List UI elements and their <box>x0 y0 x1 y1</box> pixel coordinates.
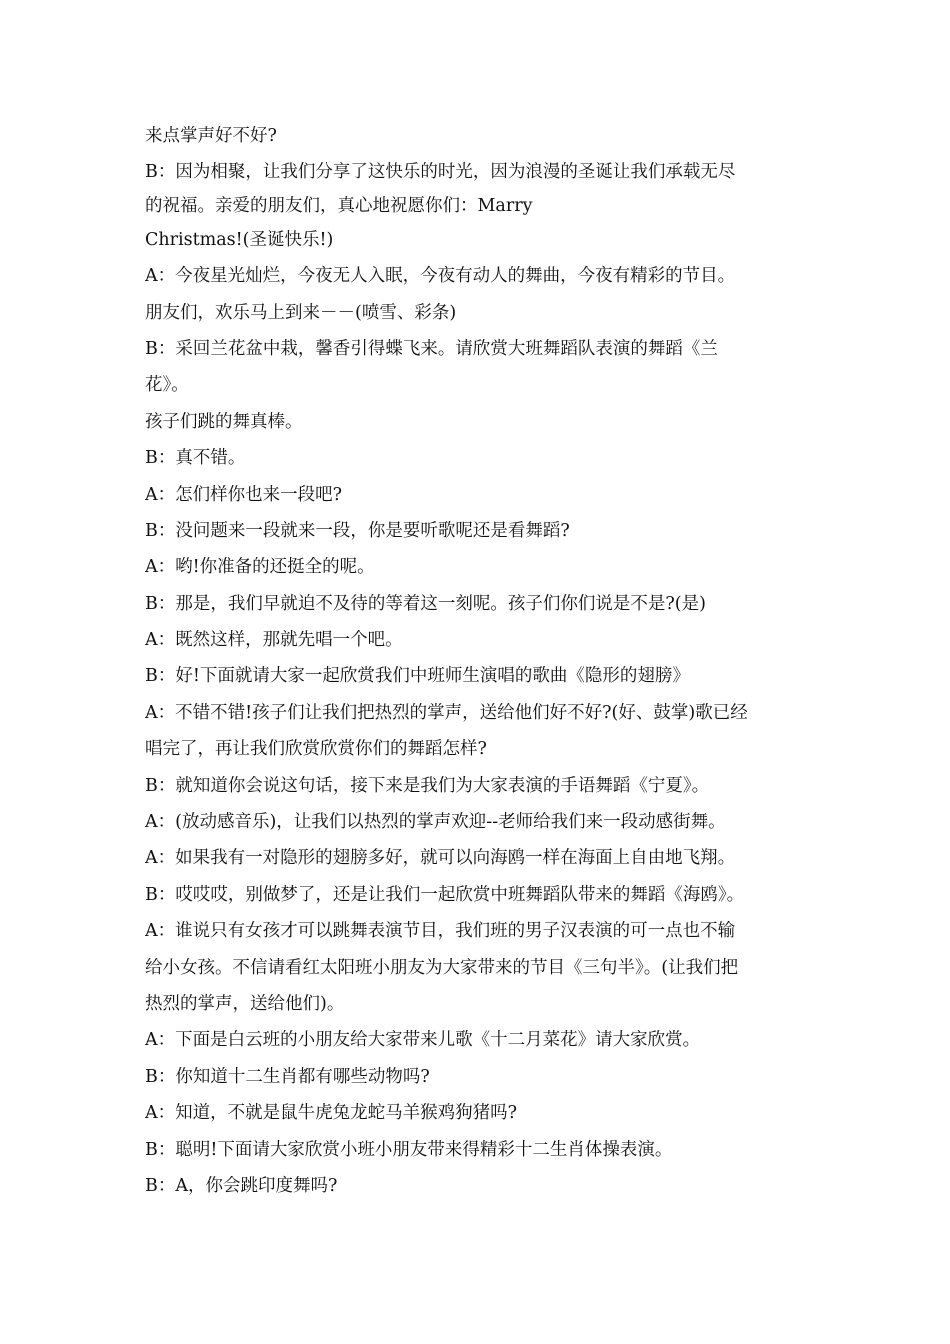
text-line: B：因为相聚，让我们分享了这快乐的时光，因为浪漫的圣诞让我们承载无尽 <box>145 162 736 183</box>
text-line: B：真不错。 <box>145 448 246 469</box>
text-line: A：既然这样，那就先唱一个吧。 <box>145 630 403 651</box>
text-line: Christmas!(圣诞快乐!) <box>145 229 334 250</box>
text-line: A：不错不错!孩子们让我们把热烈的掌声，送给他们好不好?(好、鼓掌)歌已经 <box>145 702 748 723</box>
text-line: 的祝福。亲爱的朋友们，真心地祝愿你们：Marry <box>145 195 533 216</box>
text-line: A：今夜星光灿烂，今夜无人入眠，今夜有动人的舞曲，今夜有精彩的节目。 <box>145 266 736 287</box>
text-line: B：那是，我们早就迫不及待的等着这一刻呢。孩子们你们说是不是?(是) <box>145 593 706 614</box>
text-line: A：哟!你准备的还挺全的呢。 <box>145 557 375 578</box>
text-line: B：没问题来一段就来一段，你是要听歌呢还是看舞蹈? <box>145 520 570 541</box>
text-line: B：A，你会跳印度舞吗? <box>145 1175 338 1196</box>
text-line: 花》。 <box>145 375 189 396</box>
text-line: A：知道，不就是鼠牛虎兔龙蛇马羊猴鸡狗猪吗? <box>145 1103 518 1124</box>
text-line: B：采回兰花盆中栽，馨香引得蝶飞来。请欣赏大班舞蹈队表演的舞蹈《兰 <box>145 338 718 359</box>
text-line: 来点掌声好不好? <box>145 126 277 146</box>
text-line: 朋友们，欢乐马上到来－－(喷雪、彩条) <box>145 302 457 323</box>
text-line: B：哎哎哎，别做梦了，还是让我们一起欣赏中班舞蹈队带来的舞蹈《海鸥》。 <box>145 884 745 905</box>
text-line: A：谁说只有女孩才可以跳舞表演节目，我们班的男子汉表演的可一点也不输 <box>145 921 736 942</box>
text-line: A：下面是白云班的小朋友给大家带来儿歌《十二月菜花》请大家欣赏。 <box>145 1030 701 1051</box>
text-line: B：你知道十二生肖都有哪些动物吗? <box>145 1066 430 1087</box>
text-line: B：就知道你会说这句话，接下来是我们为大家表演的手语舞蹈《宁夏》。 <box>145 775 710 796</box>
text-line: A：如果我有一对隐形的翅膀多好，就可以向海鸥一样在海面上自由地飞翔。 <box>145 848 736 869</box>
text-line: B：聪明!下面请大家欣赏小班小朋友带来得精彩十二生肖体操表演。 <box>145 1139 673 1160</box>
text-line: A：怎们样你也来一段吧? <box>145 484 343 505</box>
text-line: A：(放动感音乐)，让我们以热烈的掌声欢迎--老师给我们来一段动感街舞。 <box>145 812 726 833</box>
document-body <box>145 118 810 1204</box>
text-line: 热烈的掌声，送给他们)。 <box>145 993 345 1014</box>
text-line: 给小女孩。不信请看红太阳班小朋友为大家带来的节目《三句半》。(让我们把 <box>145 957 739 978</box>
text-line: B：好!下面就请大家一起欣赏我们中班师生演唱的歌曲《隐形的翅膀》 <box>145 666 690 687</box>
text-line: 唱完了，再让我们欣赏欣赏你们的舞蹈怎样? <box>145 739 487 760</box>
text-line: 孩子们跳的舞真棒。 <box>145 411 303 432</box>
